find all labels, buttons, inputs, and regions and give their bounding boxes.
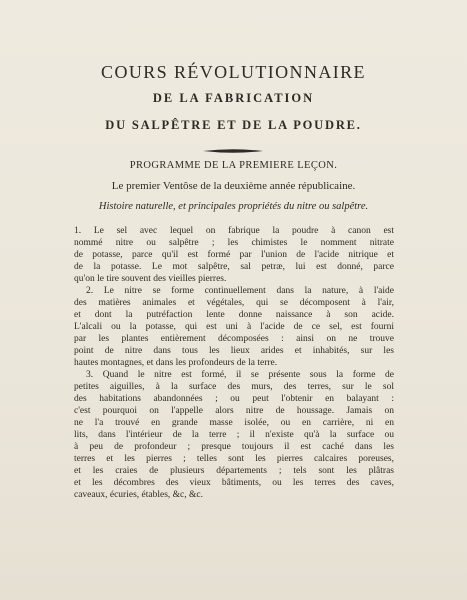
program-heading: PROGRAMME DE LA PREMIERE LEÇON.: [129, 160, 338, 171]
text-line: terres et les pierres ; telles sont les pierres calcaires poreuses,: [74, 454, 394, 464]
text-line: lits, dans l'intérieur de la terre ; il n'existe qu'à la surface ou: [74, 430, 394, 440]
text-line: hautes montagnes, et dans les profondeurs de la terre.: [74, 358, 278, 368]
text-line: à peu de profondeur ; presque toujours il est caché dans les: [74, 442, 394, 452]
text-line: 2. Le nitre se forme continuellement dans la nature, à l'aide: [86, 286, 394, 296]
text-line: 1. Le sel avec lequel on fabrique la poudre à canon est: [74, 226, 394, 236]
date-line: Le premier Ventôse de la deuxième année républicaine.: [111, 180, 356, 192]
title-line-1: COURS RÉVOLUTIONNAIRE: [101, 62, 366, 82]
text-line: et dont la putréfaction lente donne naissance à son acide.: [74, 310, 394, 320]
text-line: ne l'a trouvé en grande masse isolée, ou en carrière, ni en: [74, 418, 394, 428]
title-line-3: DU SALPÊTRE ET DE LA POUDRE.: [105, 118, 362, 132]
text-line: 3. Quand le nitre est formé, il se présente sous la forme de: [86, 370, 394, 380]
text-line: L'alcali ou la potasse, qui est uni à l'acide de ce sel, est fourni: [74, 322, 394, 332]
text-line: de potasse, parce qu'il est formé par l'union de l'acide nitrique et: [74, 250, 394, 260]
text-line: de la potasse. Le mot salpêtre, sal petræ, lui est donné, parce: [74, 262, 394, 272]
text-line: petites aiguilles, à la surface des murs, des terres, sur le sol: [74, 382, 394, 392]
text-line: qu'on le tire souvent des vieilles pierres.: [74, 274, 227, 284]
title-line-2: DE LA FABRICATION: [152, 91, 315, 105]
subject-line: Histoire naturelle, et principales propriétés du nitre ou salpêtre.: [98, 201, 369, 212]
text-line: et les décombres des vieux bâtiments, ou les terres des caves,: [74, 478, 394, 488]
text-line: nommé nitre ou salpêtre ; les chimistes le nomment nitrate: [74, 238, 394, 248]
ornament-rule: [203, 147, 263, 155]
text-line: et les craies de plusieurs départements ; tels sont les plâtras: [74, 466, 394, 476]
text-line: des habitations abandonnées ; ou peut l'obtenir en balayant :: [74, 394, 394, 404]
body-text: [74, 225, 394, 501]
text-line: caveaux, écuries, étables, &c, &c.: [74, 490, 203, 500]
text-line: c'est pourquoi on l'appelle alors nitre de houssage. Jamais on: [74, 406, 394, 416]
text-line: des matières animales et végétales, qui se décomposent à l'air,: [74, 298, 394, 308]
text-line: point de nitre dans tous les lieux arides et inhabités, sur les: [74, 346, 394, 356]
text-line: par les plantes entièrement décomposées : ainsi on ne trouve: [74, 334, 394, 344]
